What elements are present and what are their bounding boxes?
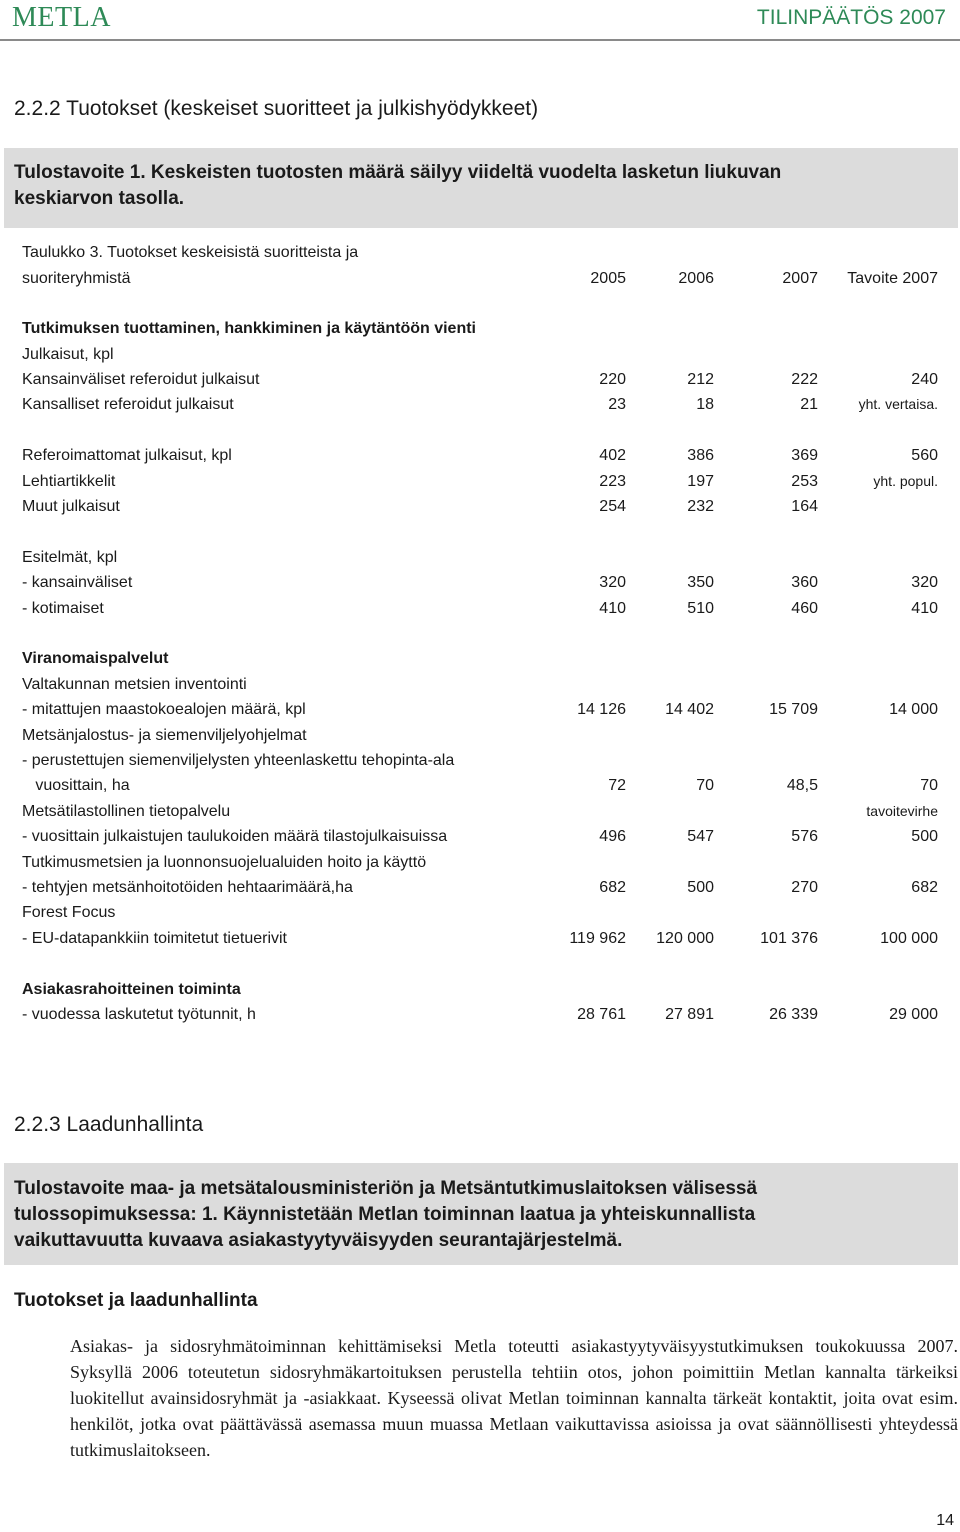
row-label: Metsätilastollinen tietopalvelu [22, 802, 231, 820]
value-cell: 500 [687, 879, 714, 897]
value-cell [638, 545, 726, 570]
target-note: yht. vertaisa. [858, 396, 938, 413]
table-row [10, 621, 950, 646]
value-cell: 410 [599, 599, 626, 617]
row-label: vuosittain, ha [22, 777, 130, 795]
table-row [10, 646, 950, 671]
value-cell [830, 977, 950, 1002]
row-label [10, 519, 550, 544]
goal-line: keskiarvon tasolla. [14, 188, 185, 209]
value-cell [638, 850, 726, 875]
row-label: Kansalliset referoidut julkaisut [22, 396, 234, 414]
table-row [10, 545, 950, 570]
table-row [10, 469, 950, 494]
value-cell [830, 621, 950, 646]
value-cell: 360 [791, 574, 818, 592]
value-cell [830, 545, 950, 570]
table-row [10, 443, 950, 468]
value-cell: 119 962 [569, 929, 626, 947]
table-row [10, 494, 950, 519]
value-cell [726, 723, 830, 748]
value-cell: 197 [687, 472, 714, 490]
row-label: - vuodessa laskutetut työtunnit, h [22, 1006, 256, 1024]
table-row [10, 697, 950, 722]
value-cell [638, 621, 726, 646]
target-note: yht. popul. [873, 472, 938, 489]
table-row [10, 367, 950, 392]
value-cell [638, 418, 726, 443]
table-header-row [10, 265, 950, 290]
value-cell: 682 [599, 879, 626, 897]
table-row [10, 875, 950, 900]
value-cell: 29 000 [889, 1006, 938, 1024]
value-cell: 350 [687, 574, 714, 592]
value-cell: 682 [911, 879, 938, 897]
value-cell: 410 [911, 599, 938, 617]
value-cell: 212 [687, 370, 714, 388]
header-divider [0, 39, 960, 41]
value-cell: 28 761 [577, 1006, 626, 1024]
value-cell: 14 126 [577, 701, 626, 719]
row-label: Asiakasrahoitteinen toiminta [22, 980, 241, 998]
value-cell [726, 342, 830, 367]
value-cell: 23 [608, 396, 626, 414]
row-label: Kansainväliset referoidut julkaisut [22, 370, 260, 388]
value-cell [726, 951, 830, 976]
value-cell: 240 [911, 370, 938, 388]
value-cell: 14 402 [665, 701, 714, 719]
value-cell [550, 418, 638, 443]
value-cell [550, 850, 638, 875]
value-cell [726, 646, 830, 671]
value-cell [550, 342, 638, 367]
row-label: Referoimattomat julkaisut, kpl [22, 447, 232, 465]
value-cell: 15 709 [769, 701, 818, 719]
value-cell: 100 000 [880, 929, 938, 947]
value-cell [638, 646, 726, 671]
value-cell [638, 519, 726, 544]
column-header: 2007 [782, 269, 818, 287]
table-caption: Taulukko 3. Tuotokset keskeisistä suoritteista ja [22, 244, 359, 262]
document-title: TILINPÄÄTÖS 2007 [756, 6, 946, 29]
table-row [10, 900, 950, 925]
value-cell: 320 [911, 574, 938, 592]
table-row [10, 392, 950, 417]
value-cell [550, 316, 638, 341]
value-cell [550, 519, 638, 544]
value-cell [550, 951, 638, 976]
value-cell: 496 [599, 828, 626, 846]
value-cell [638, 316, 726, 341]
value-cell: 386 [687, 447, 714, 465]
row-label: - mitattujen maastokoealojen määrä, kpl [22, 701, 306, 719]
table-row [10, 570, 950, 595]
goal-line: Tulostavoite maa- ja metsätalousministeriön ja Metsäntutkimuslaitoksen välisessä [14, 1178, 758, 1199]
row-label: - perustettujen siemenviljelysten yhteenlaskettu tehopinta-ala [22, 752, 455, 770]
value-cell: 369 [791, 447, 818, 465]
value-cell [550, 646, 638, 671]
value-cell [550, 723, 638, 748]
table-row [10, 799, 950, 824]
value-cell: 576 [791, 828, 818, 846]
value-cell: 500 [911, 828, 938, 846]
goal-line: vaikuttavuutta kuvaava asiakastyytyväisyyden seurantajärjestelmä. [14, 1230, 623, 1251]
value-cell: 70 [920, 777, 938, 795]
value-cell [726, 748, 830, 773]
value-cell: 270 [791, 879, 818, 897]
value-cell [638, 977, 726, 1002]
value-cell [638, 672, 726, 697]
value-cell: 402 [599, 447, 626, 465]
row-label: - vuosittain julkaistujen taulukoiden määrä tilastojulkaisuissa [22, 828, 448, 846]
value-cell: 223 [599, 472, 626, 490]
value-cell: 14 000 [889, 701, 938, 719]
value-cell [638, 723, 726, 748]
value-cell [550, 900, 638, 925]
value-cell: 547 [687, 828, 714, 846]
row-label: Tutkimusmetsien ja luonnonsuojelualuiden hoito ja käyttö [22, 853, 427, 871]
table-row [10, 596, 950, 621]
table-row [10, 773, 950, 798]
value-cell [726, 672, 830, 697]
column-header: 2006 [678, 269, 714, 287]
row-label: Julkaisut, kpl [22, 345, 114, 363]
table-row [10, 1002, 950, 1027]
value-cell [638, 748, 726, 773]
value-cell: 27 891 [665, 1006, 714, 1024]
subheading-tuotokset-laadunhallinta: Tuotokset ja laadunhallinta [14, 1290, 258, 1311]
table-row [10, 824, 950, 849]
value-cell [726, 900, 830, 925]
value-cell: 164 [791, 498, 818, 515]
page-number: 14 [936, 1512, 954, 1529]
row-label: - EU-datapankkiin toimitetut tietuerivit [22, 929, 287, 947]
value-cell [830, 494, 950, 519]
table-caption: suoriteryhmistä [22, 269, 131, 287]
row-label [10, 621, 550, 646]
value-cell: 253 [791, 472, 818, 490]
table-row [10, 926, 950, 951]
row-label: Esitelmät, kpl [22, 548, 118, 566]
target-note: tavoitevirhe [866, 802, 938, 819]
body-paragraph: Asiakas- ja sidosryhmätoiminnan kehittämiseksi Metla toteutti asiakastyytyväisyystutkimuksen toukokuussa 2007. Syksyllä 2006 toteutetun sidosryhmäkartoituksen perustella tehtiin otos, johon poimittiin Metlan kannalta tärkeiksi luokitellut avainsidosryhmät ja -asiakkaat. Kyseessä olivat Metlan toiminnan kannalta tärkeät kontaktit, joita ovat esim. henkilöt, jotka ovat päättävässä asemassa muun muassa Metlaan vaikuttavissa asioissa ja ovat säännöllisesti yhteydessä tutkimuslaitokseen. [70, 1336, 958, 1460]
value-cell: 560 [911, 447, 938, 465]
value-cell [550, 545, 638, 570]
value-cell [726, 850, 830, 875]
value-cell [550, 621, 638, 646]
value-cell: 26 339 [769, 1006, 818, 1024]
row-label: Viranomaispalvelut [22, 650, 169, 668]
row-label: - kotimaiset [22, 599, 104, 617]
value-cell [830, 342, 950, 367]
row-label [10, 418, 550, 443]
table-row [10, 672, 950, 697]
value-cell: 222 [791, 370, 818, 388]
table-row [10, 519, 950, 544]
value-cell [550, 977, 638, 1002]
value-cell [830, 900, 950, 925]
table-row [10, 977, 950, 1002]
value-cell [830, 418, 950, 443]
row-label: - tehtyjen metsänhoitotöiden hehtaarimäärä,ha [22, 879, 353, 897]
goal-line: tulossopimuksessa: 1. Käynnistetään Metlan toiminnan laatua ja yhteiskunnallista [14, 1204, 756, 1225]
section-heading-tuotokset: 2.2.2 Tuotokset (keskeiset suoritteet ja julkishyödykkeet) [14, 97, 539, 120]
value-cell [638, 342, 726, 367]
row-label: Metsänjalostus- ja siemenviljelyohjelmat [22, 726, 307, 744]
value-cell [726, 977, 830, 1002]
goal-line: Tulostavoite 1. Keskeisten tuotosten määrä säilyy viideltä vuodelta lasketun liukuvan [14, 162, 782, 183]
value-cell: 232 [687, 498, 714, 515]
goal-box-1 [4, 148, 958, 228]
table-row [10, 850, 950, 875]
outputs-table [10, 240, 950, 1027]
value-cell: 320 [599, 574, 626, 592]
value-cell: 120 000 [656, 929, 714, 947]
value-cell: 70 [696, 777, 714, 795]
goal-box-2 [4, 1163, 958, 1265]
row-label: - kansainväliset [22, 574, 133, 592]
row-label: Forest Focus [22, 904, 116, 922]
value-cell [726, 799, 830, 824]
metla-logo: METLA [12, 2, 111, 33]
column-header: Tavoite 2007 [847, 269, 938, 287]
row-label: Tutkimuksen tuottaminen, hankkiminen ja käytäntöön vienti [22, 320, 476, 338]
table-row [10, 342, 950, 367]
value-cell [550, 748, 638, 773]
value-cell [830, 723, 950, 748]
table-row [10, 418, 950, 443]
row-label: Valtakunnan metsien inventointi [22, 675, 247, 693]
table-caption-row [10, 240, 950, 265]
column-header: 2005 [590, 269, 626, 287]
value-cell: 254 [599, 498, 626, 515]
value-cell [726, 418, 830, 443]
value-cell [830, 316, 950, 341]
row-label: Muut julkaisut [22, 498, 120, 515]
value-cell [638, 799, 726, 824]
value-cell [550, 799, 638, 824]
value-cell [726, 621, 830, 646]
value-cell [830, 672, 950, 697]
value-cell [550, 672, 638, 697]
value-cell: 101 376 [760, 929, 818, 947]
value-cell [726, 545, 830, 570]
value-cell [830, 519, 950, 544]
row-label [10, 951, 550, 976]
section-heading-laadunhallinta: 2.2.3 Laadunhallinta [14, 1113, 204, 1136]
value-cell: 21 [800, 396, 818, 414]
value-cell [726, 519, 830, 544]
row-label: Lehtiartikkelit [22, 472, 116, 490]
value-cell: 220 [599, 370, 626, 388]
value-cell [830, 748, 950, 773]
table-row [10, 723, 950, 748]
value-cell [830, 951, 950, 976]
value-cell [638, 900, 726, 925]
table-row [10, 748, 950, 773]
value-cell [830, 850, 950, 875]
table-row [10, 951, 950, 976]
value-cell: 510 [687, 599, 714, 617]
value-cell [726, 316, 830, 341]
value-cell: 48,5 [786, 777, 818, 795]
value-cell: 460 [791, 599, 818, 617]
value-cell [638, 951, 726, 976]
value-cell: 18 [696, 396, 714, 414]
page-header [0, 0, 960, 36]
value-cell [830, 646, 950, 671]
table-row [10, 316, 950, 341]
value-cell: 72 [608, 777, 626, 795]
